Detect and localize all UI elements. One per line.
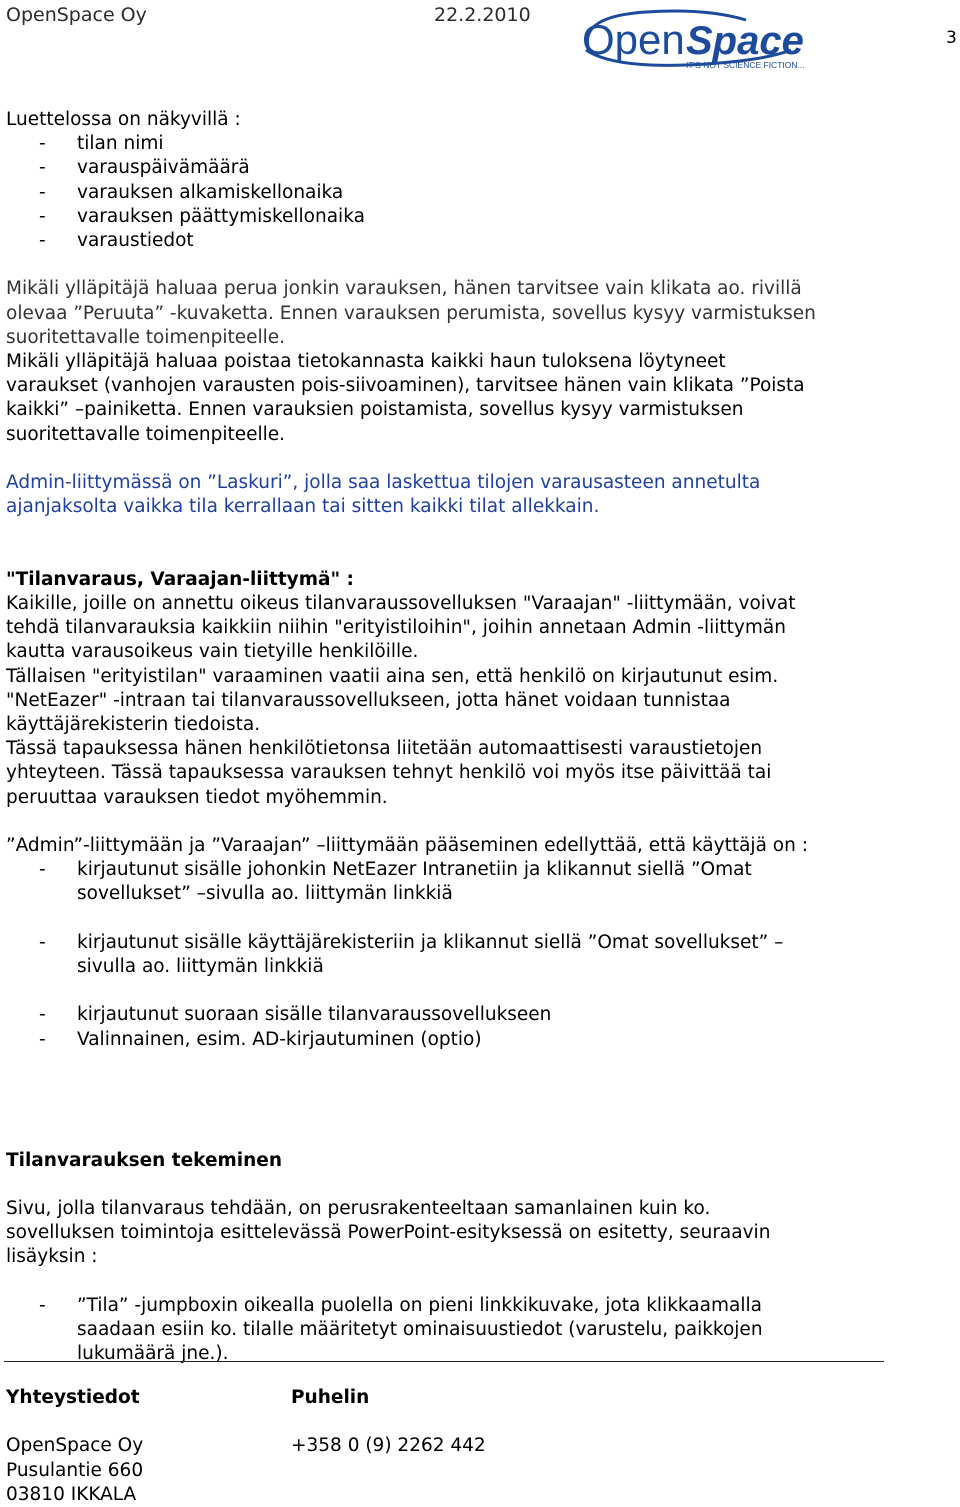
section2-item: - ”Tila” -jumpboxin oikealla puolella on pieni linkkikuvake, jota klikkaamalla [39,1294,762,1316]
svg-text:Space: Space [686,19,804,63]
section1-line: Tällaisen "erityistilan" varaaminen vaatii aina sen, että henkilö on kirjautunut esim. [6,665,779,687]
section1-line: peruuttaa varauksen tiedot myöhemmin. [6,786,388,808]
access-item-cont: sivulla ao. liittymän linkkiä [77,956,324,978]
header-date: 22.2.2010 [434,4,531,26]
footer-contact-heading: Yhteystiedot [6,1387,140,1408]
section-title-varaajan: "Tilanvaraus, Varaajan-liittymä" : [6,568,354,590]
page-body [6,108,936,1366]
access-item: - kirjautunut sisälle johonkin NetEazer Intranetiin ja klikannut siellä ”Omat [39,859,752,881]
openspace-logo [576,6,806,74]
svg-text:Open: Open [582,16,685,63]
list-item: - tilan nimi [39,133,164,155]
footer-company: OpenSpace Oy [6,1435,144,1457]
section1-line: yhteyteen. Tässä tapauksessa varauksen tehnyt henkilö voi myös itse päivittää tai [6,762,772,784]
footer-street: Pusulantie 660 [6,1459,144,1481]
section-title-tekeminen: Tilanvarauksen tekeminen [6,1149,283,1171]
delete-paragraph-line: suoritettavalle toimenpiteelle. [6,423,286,445]
list-item: - varauspäivämäärä [39,157,250,179]
section1-line: kautta varausoikeus vain tietyille henkilöille. [6,641,419,663]
footer-postal: 03810 IKKALA [6,1483,137,1505]
cancel-paragraph-line: suoritettavalle toimenpiteelle. [6,326,286,348]
footer-phone-heading: Puhelin [291,1387,370,1408]
section1-line: tehdä tilanvarauksia kaikkiin niihin "erityistiloihin", joihin annetaan Admin -liittymän [6,617,786,639]
access-item: - Valinnainen, esim. AD-kirjautuminen (optio) [39,1028,482,1050]
admin-paragraph-line: ajanjaksolta vaikka tila kerrallaan tai sitten kaikki tilat allekkain. [6,496,600,518]
access-item-cont: sovellukset” –sivulla ao. liittymän linkkiä [77,883,453,905]
access-intro: ”Admin”-liittymään ja ”Varaajan” –liittymään pääseminen edellyttää, että käyttäjä on : [6,835,808,857]
access-item: - kirjautunut suoraan sisälle tilanvaraussovellukseen [39,1004,552,1026]
section1-line: käyttäjärekisterin tiedoista. [6,714,261,736]
section2-item-cont: lukumäärä jne.). [77,1343,229,1365]
header-company: OpenSpace Oy [6,4,147,26]
section2-line: lisäyksin : [6,1246,98,1268]
section1-line: "NetEazer" -intraan tai tilanvaraussovellukseen, jotta hänet voidaan tunnistaa [6,689,731,711]
delete-paragraph-line: kaikki” –painiketta. Ennen varauksien poistamista, sovellus kysyy varmistuksen [6,399,744,421]
list-item: - varaustiedot [39,230,194,252]
list-intro-heading: Luettelossa on näkyvillä : [6,109,241,130]
admin-paragraph-line: Admin-liittymässä on ”Laskuri”, jolla saa laskettua tilojen varausasteen annetulta [6,472,761,494]
access-item: - kirjautunut sisälle käyttäjärekisteriin ja klikannut siellä ”Omat sovellukset” – [39,931,784,953]
section1-line: Kaikille, joille on annettu oikeus tilanvaraussovelluksen "Varaajan" -liittymään, voivat [6,593,796,615]
delete-paragraph-line: Mikäli ylläpitäjä haluaa poistaa tietokannasta kaikki haun tuloksena löytyneet [6,351,726,373]
cancel-paragraph-line: Mikäli ylläpitäjä haluaa perua jonkin varauksen, hänen tarvitsee vain klikata ao. rivillä [6,278,802,300]
section2-line: Sivu, jolla tilanvaraus tehdään, on perusrakenteeltaan samanlainen kuin ko. [6,1198,711,1219]
footer-phone: +358 0 (9) 2262 442 [291,1435,486,1457]
footer-divider [4,1361,884,1362]
list-item: - varauksen alkamiskellonaika [39,181,344,203]
list-item: - varauksen päättymiskellonaika [39,205,365,227]
page-number: 3 [946,28,957,48]
svg-text:IT'S NOT SCIENCE FICTION...: IT'S NOT SCIENCE FICTION... [686,60,805,70]
delete-paragraph-line: varaukset (vanhojen varausten pois-siivoaminen), tarvitsee hänen vain klikata ”Poista [6,375,805,397]
section2-item-cont: saadaan esiin ko. tilalle määritetyt ominaisuustiedot (varustelu, paikkojen [77,1319,763,1340]
cancel-paragraph-line: olevaa ”Peruuta” -kuvaketta. Ennen varauksen perumista, sovellus kysyy varmistuksen [6,302,816,324]
section2-line: sovelluksen toimintoja esittelevässä PowerPoint-esityksessä on esitetty, seuraavin [6,1222,771,1244]
section1-line: Tässä tapauksessa hänen henkilötietonsa liitetään automaattisesti varaustietojen [6,738,763,760]
footer [6,1386,936,1507]
